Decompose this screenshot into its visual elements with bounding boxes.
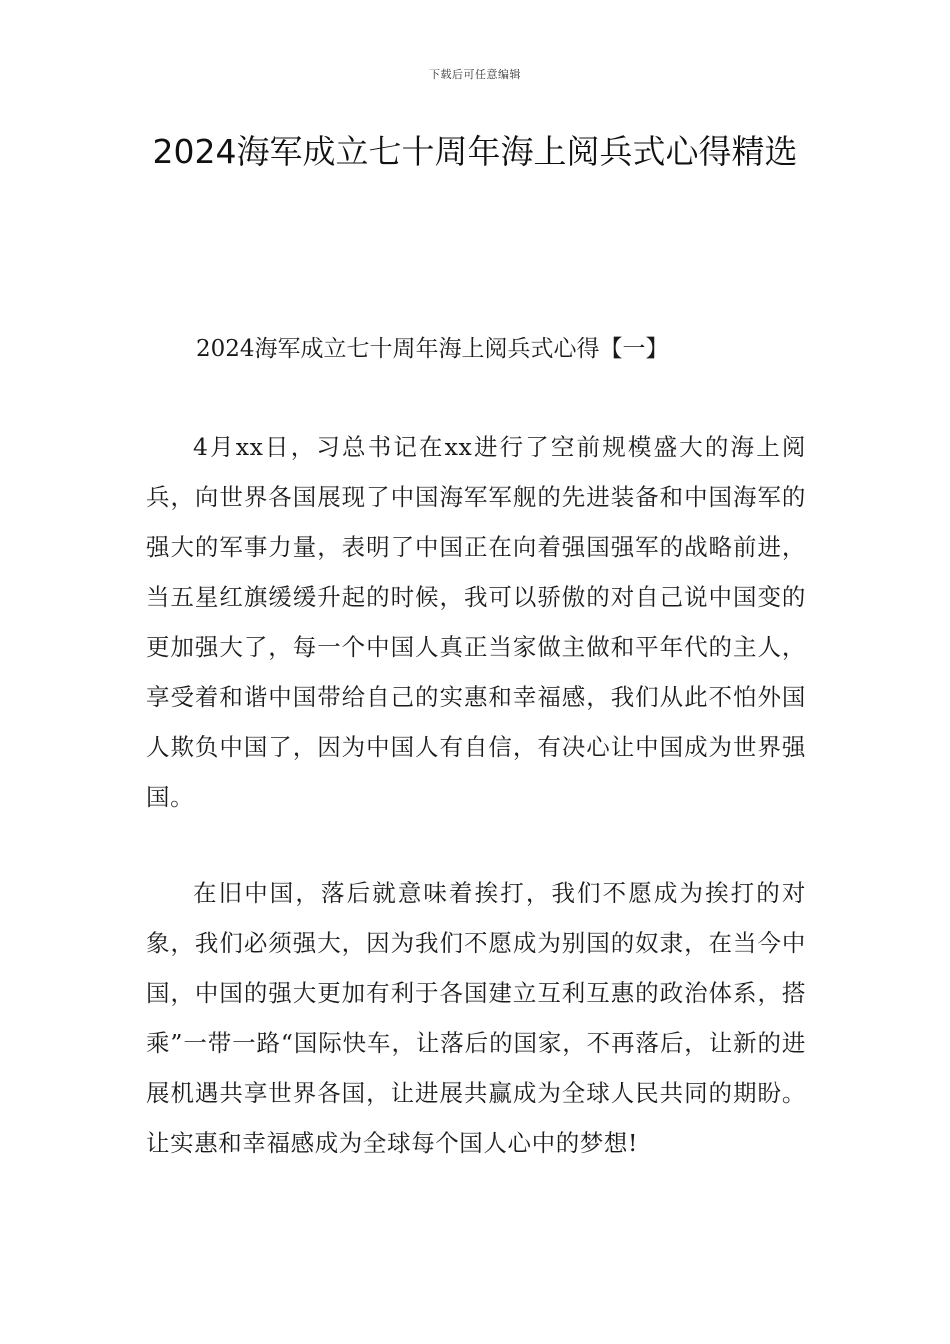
- body-paragraph: 在旧中国，落后就意味着挨打，我们不愿成为挨打的对象，我们必须强大，因为我们不愿成为别国的奴隶，在当今中国，中国的强大更加有利于各国建立互利互惠的政治体系，搭乘”一带一路“国际快车，让落后的国家，不再落后，让新的进展机遇共享世界各国，让进展共赢成为全球人民共同的期盼。让实惠和幸福感成为全球每个国人心中的梦想!: [146, 879, 806, 1157]
- header-note: 下载后可任意编辑: [429, 68, 521, 81]
- section-heading: 2024海军成立七十周年海上阅兵式心得【一】: [196, 336, 669, 362]
- body-paragraph: 4月xx日，习总书记在xx进行了空前规模盛大的海上阅兵，向世界各国展现了中国海军军舰的先进装备和中国海军的强大的军事力量，表明了中国正在向着强国强军的战略前进，当五星红旗缓缓升起的时候，我可以骄傲的对自己说中国变的更加强大了，每一个中国人真正当家做主做和平年代的主人，享受着和谐中国带给自己的实惠和幸福感，我们从此不怕外国人欺负中国了，因为中国人有自信，有决心让中国成为世界强国。: [146, 433, 806, 811]
- document-title: 2024海军成立七十周年海上阅兵式心得精选: [152, 132, 798, 171]
